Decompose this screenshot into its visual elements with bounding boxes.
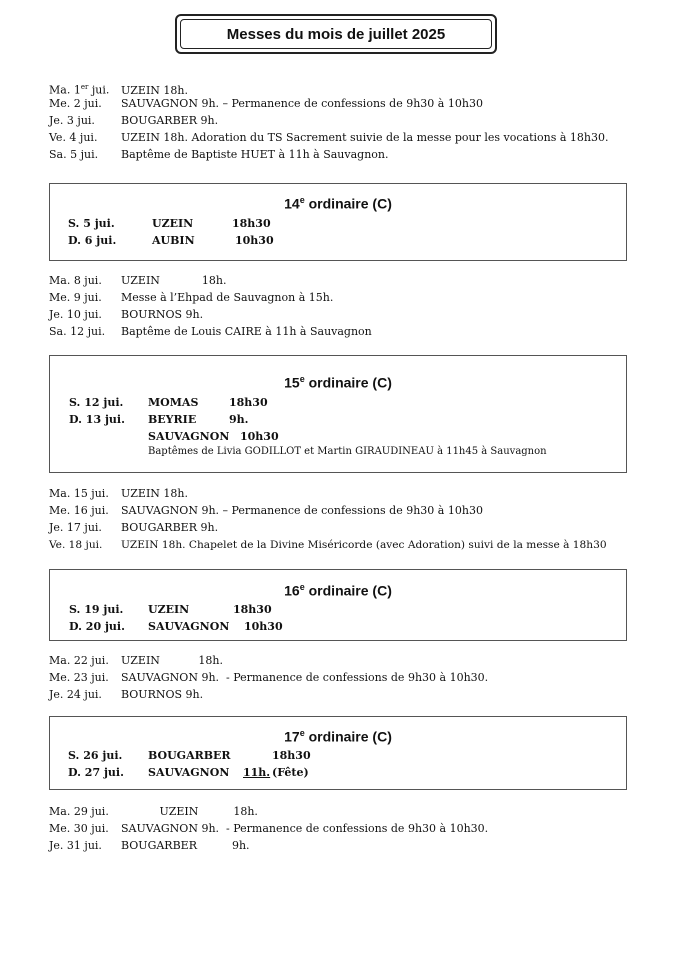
box-time: 10h30 — [235, 234, 274, 247]
schedule-line — [49, 521, 218, 535]
schedule-text: UZEIN 18h. — [121, 654, 223, 667]
box-time: 18h30 — [229, 396, 268, 409]
schedule-text: UZEIN 18h. — [121, 274, 227, 287]
box-day: D. 13 jui. — [69, 413, 125, 426]
schedule-line — [49, 504, 483, 518]
schedule-text: SAUVAGNON 9h. – Permanence de confessions de 9h30 à 10h30 — [121, 97, 483, 110]
day-label: Je. 17 jui. — [49, 521, 102, 534]
sunday-box-16 — [49, 569, 627, 641]
schedule-text: SAUVAGNON 9h. - Permanence de confessions de 9h30 à 10h30. — [121, 671, 489, 684]
day-label: Je. 3 jui. — [49, 114, 95, 127]
schedule-line — [49, 654, 223, 668]
box-day: S. 12 jui. — [69, 396, 124, 409]
box-time: 18h30 — [272, 749, 311, 762]
box-day: S. 26 jui. — [68, 749, 123, 762]
box-time: 10h30 — [244, 620, 283, 633]
schedule-line — [49, 291, 333, 305]
title-frame — [175, 14, 497, 54]
box-day: D. 6 jui. — [68, 234, 117, 247]
baptism-note: Baptêmes de Livia GODILLOT et Martin GIRAUDINEAU à 11h45 à Sauvagnon — [148, 446, 547, 457]
schedule-text: UZEIN 18h. — [121, 487, 188, 500]
schedule-text: SAUVAGNON 9h. - Permanence de confessions de 9h30 à 10h30. — [121, 822, 489, 835]
box-place: SAUVAGNON — [148, 620, 230, 633]
day-label: Je. 24 jui. — [49, 688, 102, 701]
sunday-box-17 — [49, 716, 627, 790]
box-day: S. 5 jui. — [68, 217, 115, 230]
box-time: 9h. — [229, 413, 249, 426]
schedule-text: BOURNOS 9h. — [121, 308, 204, 321]
box-place: AUBIN — [152, 234, 195, 247]
sunday-box-14 — [49, 183, 627, 261]
day-label: Ma. 29 jui. — [49, 805, 109, 818]
day-label: Me. 16 jui. — [49, 504, 109, 517]
box-time: 11h. — [243, 766, 271, 779]
schedule-line — [49, 671, 488, 685]
box-title: 15e ordinaire (C) — [284, 374, 392, 391]
schedule-text: SAUVAGNON 9h. – Permanence de confessions de 9h30 à 10h30 — [121, 504, 483, 517]
schedule-text: Messe à l’Ehpad de Sauvagnon à 15h. — [121, 291, 334, 304]
box-day: D. 20 jui. — [69, 620, 125, 633]
schedule-line — [49, 325, 372, 339]
schedule-line — [49, 822, 488, 836]
schedule-text: BOUGARBER 9h. — [121, 521, 219, 534]
day-label: Ma. 8 jui. — [49, 274, 102, 287]
schedule-line — [49, 131, 609, 145]
day-label: Je. 10 jui. — [49, 308, 102, 321]
schedule-line — [49, 97, 483, 111]
schedule-text: BOUGARBER 9h. — [121, 839, 250, 852]
day-label: Me. 2 jui. — [49, 97, 102, 110]
sunday-box-15 — [49, 355, 627, 473]
schedule-text: Baptême de Louis CAIRE à 11h à Sauvagnon — [121, 325, 372, 338]
schedule-text: BOURNOS 9h. — [121, 688, 204, 701]
schedule-line — [49, 148, 389, 162]
page-title: Messes du mois de juillet 2025 — [180, 19, 492, 49]
box-place: UZEIN — [152, 217, 194, 230]
schedule-text: BOUGARBER 9h. — [121, 114, 219, 127]
schedule-line — [49, 805, 258, 819]
schedule-line — [49, 308, 203, 322]
schedule-line — [49, 487, 188, 501]
day-label: Ma. 1er jui. — [49, 83, 110, 97]
schedule-line — [49, 114, 218, 128]
schedule-line — [49, 538, 607, 552]
schedule-line — [49, 80, 188, 98]
day-label: Sa. 5 jui. — [49, 148, 99, 161]
schedule-line — [49, 839, 250, 853]
day-label: Ma. 15 jui. — [49, 487, 109, 500]
day-label: Ve. 4 jui. — [49, 131, 98, 144]
day-label: Me. 9 jui. — [49, 291, 102, 304]
schedule-text: UZEIN 18h. — [121, 805, 258, 818]
day-label: Me. 30 jui. — [49, 822, 109, 835]
box-place: BEYRIE — [148, 413, 197, 426]
day-label: Sa. 12 jui. — [49, 325, 106, 338]
box-place: UZEIN — [148, 603, 190, 616]
feast-label: (Fête) — [272, 766, 309, 779]
box-day: D. 27 jui. — [68, 766, 124, 779]
box-time: 18h30 — [233, 603, 272, 616]
schedule-text: UZEIN 18h. Chapelet de la Divine Miséricorde (avec Adoration) suivi de la messe à 18h30 — [121, 539, 607, 551]
schedule-text: UZEIN 18h. Adoration du TS Sacrement suivie de la messe pour les vocations à 18h30. — [121, 131, 609, 144]
schedule-text: UZEIN 18h. — [121, 83, 188, 97]
box-title: 14e ordinaire (C) — [284, 195, 392, 212]
day-label: Je. 31 jui. — [49, 839, 102, 852]
box-time: 18h30 — [232, 217, 271, 230]
box-place: BOUGARBER — [148, 749, 231, 762]
schedule-line — [49, 274, 226, 288]
box-place: MOMAS — [148, 396, 199, 409]
box-title: 17e ordinaire (C) — [284, 728, 392, 745]
box-day: S. 19 jui. — [69, 603, 124, 616]
day-label: Me. 23 jui. — [49, 671, 109, 684]
day-label: Ma. 22 jui. — [49, 654, 109, 667]
schedule-line — [49, 688, 203, 702]
schedule-text: Baptême de Baptiste HUET à 11h à Sauvagnon. — [121, 148, 389, 161]
box-title: 16e ordinaire (C) — [284, 582, 392, 599]
box-place: SAUVAGNON — [148, 766, 230, 779]
day-label: Ve. 18 jui. — [49, 539, 103, 551]
box-time: 10h30 — [240, 430, 279, 443]
box-place: SAUVAGNON — [148, 430, 230, 443]
